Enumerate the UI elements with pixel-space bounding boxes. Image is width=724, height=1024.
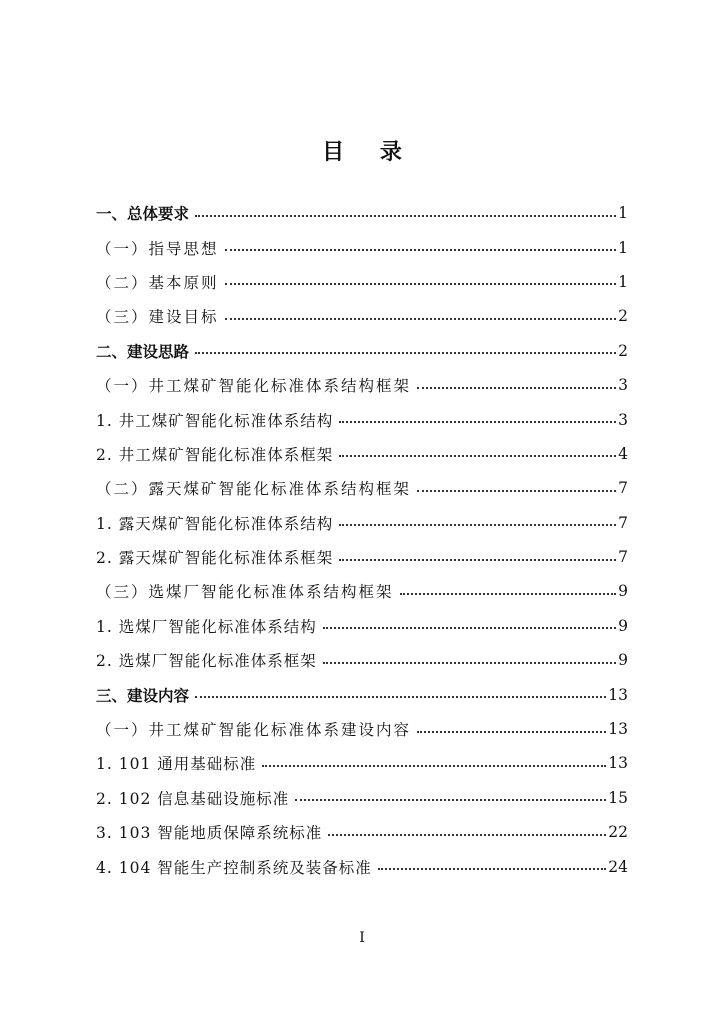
toc-dot-leader <box>339 558 616 561</box>
toc-entry-page: 7 <box>618 513 628 532</box>
toc-dot-leader <box>295 798 606 801</box>
toc-entry-label: 1. 101 通用基础标准 <box>96 755 257 774</box>
toc-entry-page: 1 <box>618 204 628 223</box>
toc-entry-page: 22 <box>608 823 628 842</box>
toc-entry-label: 1. 选煤厂智能化标准体系结构 <box>96 617 317 636</box>
toc-entry[interactable] <box>96 230 628 264</box>
toc-entry-label: 4. 104 智能生产控制系统及装备标准 <box>96 858 372 877</box>
toc-entry-page: 2 <box>618 307 628 326</box>
toc-entry[interactable] <box>96 265 628 299</box>
toc-entry-label: 2. 选煤厂智能化标准体系框架 <box>96 652 317 671</box>
toc-entry-label: 1. 井工煤矿智能化标准体系结构 <box>96 411 334 430</box>
toc-entry-page: 13 <box>608 754 628 773</box>
toc-entry[interactable] <box>96 574 628 608</box>
toc-entry-page: 9 <box>618 582 628 601</box>
table-of-contents <box>96 196 628 884</box>
toc-entry[interactable] <box>96 437 628 471</box>
toc-entry[interactable] <box>96 712 628 746</box>
toc-entry-label: 2. 露天煤矿智能化标准体系框架 <box>96 549 334 568</box>
toc-dot-leader <box>378 867 607 870</box>
toc-entry-label: 2. 井工煤矿智能化标准体系框架 <box>96 445 334 464</box>
toc-entry-page: 3 <box>618 376 628 395</box>
toc-entry-page: 2 <box>618 341 628 360</box>
toc-entry-page: 7 <box>618 548 628 567</box>
toc-dot-leader <box>225 317 617 320</box>
toc-entry[interactable] <box>96 849 628 883</box>
toc-entry[interactable] <box>96 196 628 230</box>
toc-entry-label: （一）指导思想 <box>96 239 219 258</box>
toc-dot-leader <box>323 626 616 629</box>
toc-entry-page: 9 <box>618 651 628 670</box>
toc-dot-leader <box>195 351 616 354</box>
toc-entry-page: 13 <box>608 720 628 739</box>
toc-entry-page: 4 <box>618 444 628 463</box>
toc-entry[interactable] <box>96 540 628 574</box>
toc-dot-leader <box>417 730 606 733</box>
toc-dot-leader <box>195 695 606 698</box>
toc-entry[interactable] <box>96 815 628 849</box>
toc-entry-page: 24 <box>608 857 628 876</box>
toc-entry-label: （二）露天煤矿智能化标准体系结构框架 <box>96 480 412 499</box>
toc-entry[interactable] <box>96 746 628 780</box>
toc-entry[interactable] <box>96 368 628 402</box>
toc-dot-leader <box>323 661 616 664</box>
toc-entry-page: 13 <box>608 685 628 704</box>
toc-entry-page: 3 <box>618 410 628 429</box>
page-number: I <box>359 930 365 946</box>
toc-entry-page: 15 <box>608 788 628 807</box>
toc-dot-leader <box>339 523 616 526</box>
toc-entry-label: （一）井工煤矿智能化标准体系结构框架 <box>96 377 412 396</box>
toc-dot-leader <box>195 214 616 217</box>
toc-dot-leader <box>328 833 606 836</box>
toc-entry-page: 1 <box>618 272 628 291</box>
toc-entry-page: 9 <box>618 616 628 635</box>
toc-entry-label: 一、总体要求 <box>96 205 190 224</box>
toc-dot-leader <box>417 386 616 389</box>
toc-dot-leader <box>400 592 617 595</box>
toc-entry-label: 3. 103 智能地质保障系统标准 <box>96 824 323 843</box>
toc-entry-label: （二）基本原则 <box>96 273 219 292</box>
toc-entry-label: 三、建设内容 <box>96 686 190 705</box>
toc-entry-label: （三）选煤厂智能化标准体系结构框架 <box>96 583 394 602</box>
toc-entry[interactable] <box>96 781 628 815</box>
toc-entry[interactable] <box>96 643 628 677</box>
toc-entry[interactable] <box>96 334 628 368</box>
toc-entry-page: 1 <box>618 238 628 257</box>
toc-dot-leader <box>417 489 616 492</box>
toc-dot-leader <box>339 420 616 423</box>
toc-entry-page: 7 <box>618 479 628 498</box>
toc-entry-label: 2. 102 信息基础设施标准 <box>96 789 290 808</box>
toc-entry-label: （三）建设目标 <box>96 308 219 327</box>
toc-dot-leader <box>262 764 606 767</box>
toc-entry[interactable] <box>96 506 628 540</box>
page-title: 目 录 <box>322 140 416 165</box>
toc-entry[interactable] <box>96 677 628 711</box>
toc-entry-label: 1. 露天煤矿智能化标准体系结构 <box>96 514 334 533</box>
toc-entry-label: 二、建设思路 <box>96 342 190 361</box>
toc-dot-leader <box>225 282 617 285</box>
toc-entry-label: （一）井工煤矿智能化标准体系建设内容 <box>96 721 412 740</box>
toc-entry[interactable] <box>96 609 628 643</box>
toc-entry[interactable] <box>96 471 628 505</box>
toc-dot-leader <box>225 248 617 251</box>
toc-entry[interactable] <box>96 402 628 436</box>
toc-entry[interactable] <box>96 299 628 333</box>
toc-dot-leader <box>339 454 616 457</box>
